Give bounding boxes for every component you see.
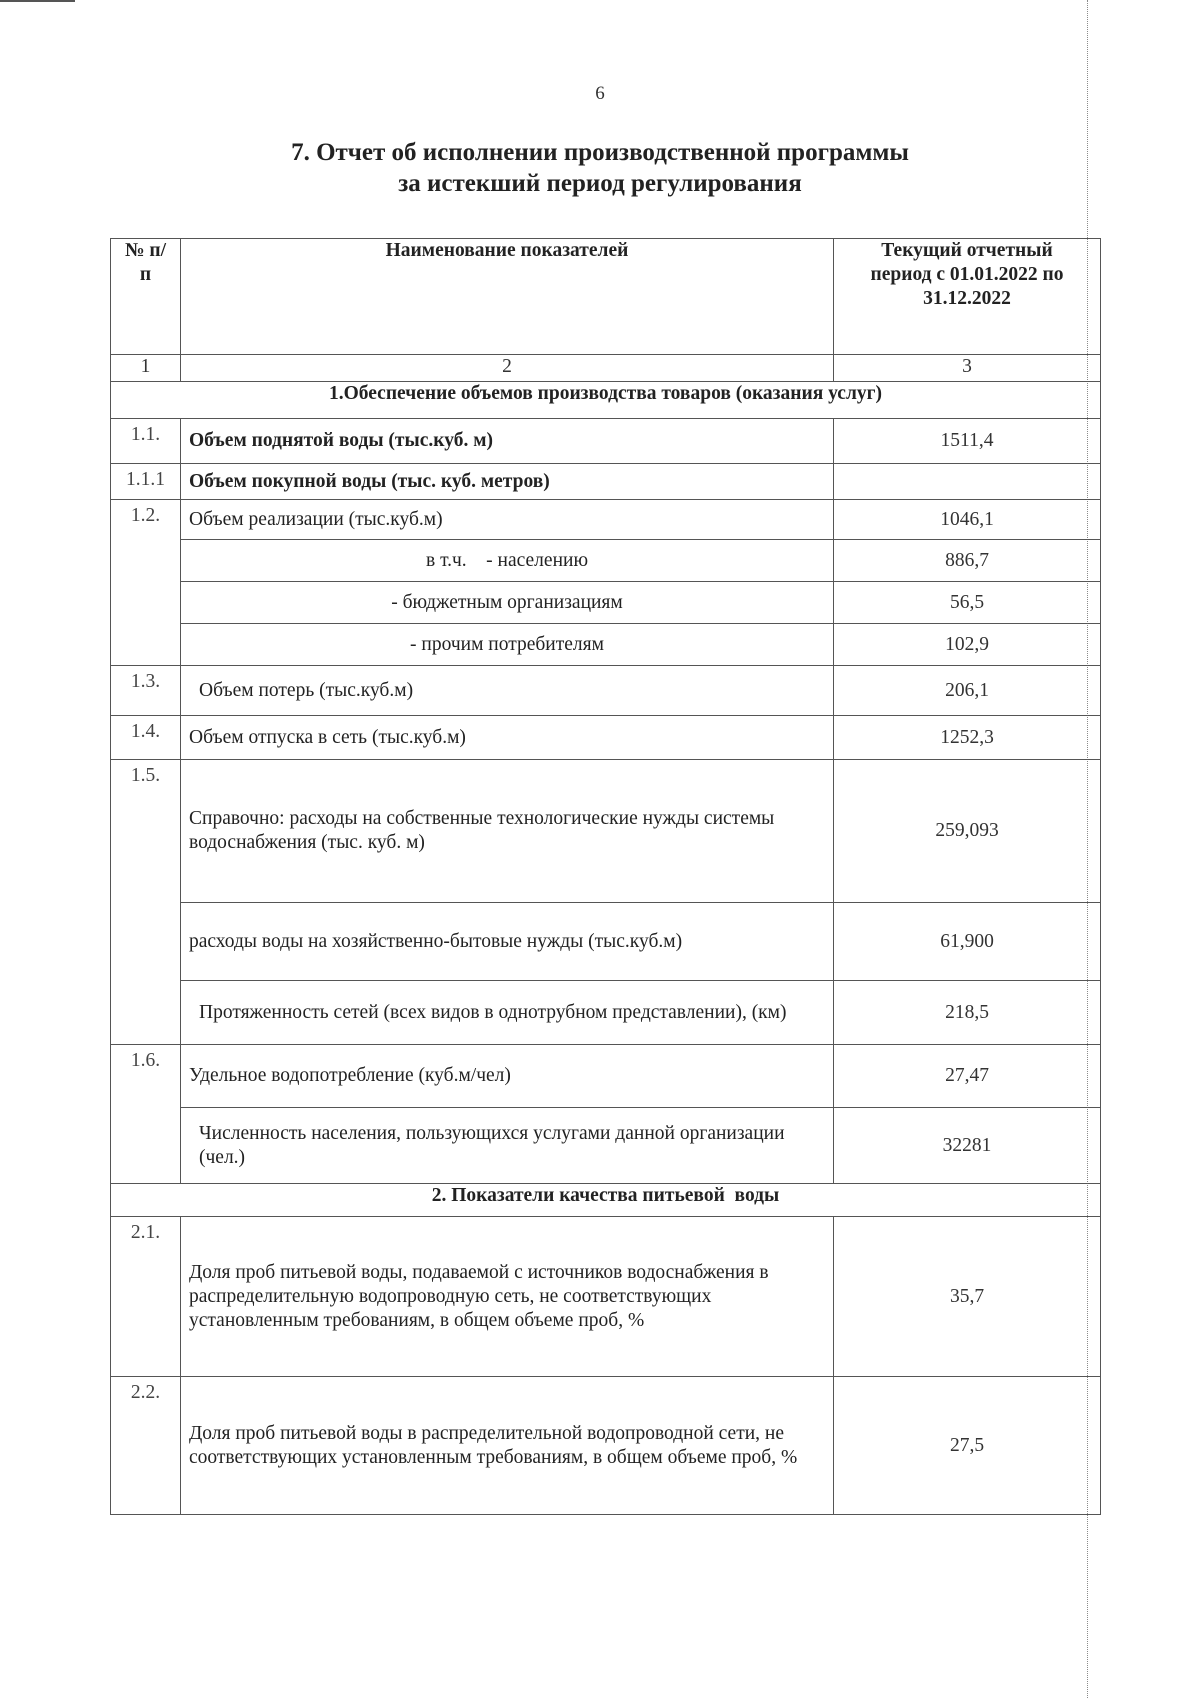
row-name: - бюджетным организациям [181,582,834,624]
row-value: 61,900 [834,903,1101,981]
row-name: Справочно: расходы на собственные технологические нужды системы водоснабжения (тыс. куб. м) [181,760,834,903]
row-number: 1.5. [111,760,181,1045]
table-row [111,540,1101,582]
row-value: 1046,1 [834,500,1101,540]
table-row [111,1377,1101,1515]
table-row [111,760,1101,903]
section-2-heading: 2. Показатели качества питьевой воды [111,1184,1101,1217]
row-value: 259,093 [834,760,1101,903]
row-number: 2.1. [111,1217,181,1377]
title-line-2: за истекший период регулирования [398,170,802,197]
column-index-row [111,355,1101,382]
row-value: 35,7 [834,1217,1101,1377]
row-name: Объем реализации (тыс.куб.м) [181,500,834,540]
row-value [834,464,1101,500]
document-title [0,137,1200,199]
table-row [111,981,1101,1045]
row-value: 206,1 [834,666,1101,716]
row-name: Протяженность сетей (всех видов в однотрубном представлении), (км) [181,981,834,1045]
row-number: 1.4. [111,716,181,760]
row-number: 1.6. [111,1045,181,1184]
table-row [111,1045,1101,1108]
column-index-3: 3 [834,355,1101,382]
row-number: 2.2. [111,1377,181,1515]
header-num: № п/п [111,239,181,355]
table-row [111,464,1101,500]
column-index-2: 2 [181,355,834,382]
title-line-1: 7. Отчет об исполнении производственной программы [291,139,909,166]
row-name: Объем покупной воды (тыс. куб. метров) [181,464,834,500]
row-value: 102,9 [834,624,1101,666]
table-row [111,500,1101,540]
table-row [111,1217,1101,1377]
row-value: 56,5 [834,582,1101,624]
row-value: 32281 [834,1108,1101,1184]
row-value: 1252,3 [834,716,1101,760]
row-name: расходы воды на хозяйственно-бытовые нужды (тыс.куб.м) [181,903,834,981]
table-row [111,666,1101,716]
table-row [111,582,1101,624]
row-value: 27,47 [834,1045,1101,1108]
row-name: Удельное водопотребление (куб.м/чел) [181,1045,834,1108]
report-table [110,238,1101,1515]
scan-edge-mark [0,0,75,2]
row-number: 1.1.1 [111,464,181,500]
table-row [111,1108,1101,1184]
page-number: 6 [595,83,605,104]
row-name: Доля проб питьевой воды, подаваемой с источников водоснабжения в распределительную водопроводную сеть, не соответствующих установленным требованиям, в общем объеме проб, % [181,1217,834,1377]
table-row [111,716,1101,760]
row-value: 886,7 [834,540,1101,582]
header-name: Наименование показателей [181,239,834,355]
row-number: 1.2. [111,500,181,666]
section-1-row [111,382,1101,419]
row-name: Доля проб питьевой воды в распределительной водопроводной сети, не соответствующих установленным требованиям, в общем объеме проб, % [181,1377,834,1515]
table-header-row [111,239,1101,355]
row-name: в т.ч. - населению [181,540,834,582]
row-name: Объем отпуска в сеть (тыс.куб.м) [181,716,834,760]
row-name: - прочим потребителям [181,624,834,666]
row-value: 218,5 [834,981,1101,1045]
section-1-heading: 1.Обеспечение объемов производства товаров (оказания услуг) [111,382,1101,419]
row-name: Объем потерь (тыс.куб.м) [181,666,834,716]
header-period: Текущий отчетный период с 01.01.2022 по 31.12.2022 [834,239,1101,355]
row-number: 1.1. [111,419,181,464]
row-value: 27,5 [834,1377,1101,1515]
table-row [111,903,1101,981]
column-index-1: 1 [111,355,181,382]
row-number: 1.3. [111,666,181,716]
table-row [111,419,1101,464]
row-name: Объем поднятой воды (тыс.куб. м) [181,419,834,464]
section-2-row [111,1184,1101,1217]
table-row [111,624,1101,666]
row-value: 1511,4 [834,419,1101,464]
row-name: Численность населения, пользующихся услугами данной организации (чел.) [181,1108,834,1184]
